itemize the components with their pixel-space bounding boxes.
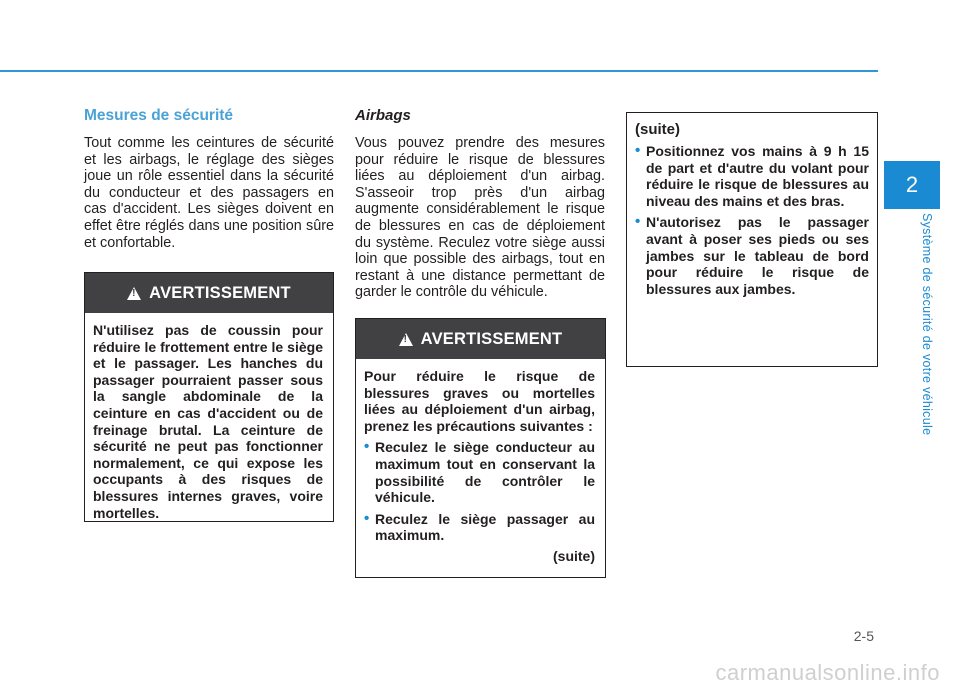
airbags-paragraph: Vous pouvez prendre des mesures pour réduire le risque de blessures liées au déploiement d'un airbag. S'asseoir trop près d'un airbag augmente considérablement le risque de blessures en cas de déploiement du système. Reculez votre siège aussi loin que possible des airbags, tout en restant à une distance permettant de garder le contrôle du véhicule.	[355, 135, 605, 301]
continued-label: (suite)	[553, 547, 595, 564]
warning-body	[635, 143, 869, 297]
warning-box-airbag	[355, 318, 606, 578]
chapter-title: Système de sécurité de votre véhicule	[920, 213, 934, 436]
watermark-text: carmanualsonline.info	[715, 660, 940, 685]
chapter-number: 2	[905, 172, 919, 197]
airbags-subheading: Airbags	[355, 107, 411, 124]
warning-bullet: • Reculez le siège passager au maximum.	[364, 511, 595, 544]
warning-box-cushion	[84, 272, 334, 522]
continued-title: (suite)	[635, 121, 680, 138]
warning-text: N'utilisez pas de coussin pour réduire le frottement entre le siège et le passager. Les hanches du passager pourraient passer sous la sangle abdominale de la ceinture en cas d'accident ou de freinage brutal. La ceinture de sécurité ne peut pas fonctionner normalement, ce qui expose les occupants à des risques de blessures internes graves, voire mortelles.	[93, 322, 323, 521]
column-safety-measures	[84, 107, 334, 251]
warning-bullet: • Positionnez vos mains à 9 h 15 de part et d'autre du volant pour réduire le risque de blessures au niveau des mains et des bras.	[635, 143, 869, 209]
warning-body	[356, 359, 605, 573]
header-rule	[0, 70, 878, 72]
warning-triangle-icon	[399, 333, 413, 346]
section-title: Mesures de sécurité	[84, 107, 234, 124]
warning-triangle-icon	[127, 287, 141, 300]
warning-bullet: • N'autorisez pas le passager avant à poser ses pieds ou ses jambes sur le tableau de bord pour réduire le risque de blessures aux jambes.	[635, 214, 869, 297]
warning-label: AVERTISSEMENT	[149, 283, 291, 302]
warning-continued-box	[626, 112, 878, 367]
chapter-tab[interactable]	[884, 161, 940, 209]
warning-header	[356, 319, 605, 359]
safety-paragraph: Tout comme les ceintures de sécurité et les airbags, le réglage des sièges joue un rôle essentiel dans la sécurité du conducteur et des passagers en cas d'accident. Les sièges doivent en effet être réglés dans une position sûre et confortable.	[84, 135, 334, 251]
warning-intro: Pour réduire le risque de blessures graves ou mortelles liées au déploiement d'un airbag, prenez les précautions suivantes :	[364, 368, 595, 434]
page-number: 2-5	[853, 628, 874, 644]
warning-header	[85, 273, 333, 313]
warning-bullet: • Reculez le siège conducteur au maximum tout en conservant la possibilité de contrôler le véhicule.	[364, 439, 595, 505]
warning-label: AVERTISSEMENT	[420, 329, 563, 348]
column-airbags	[355, 107, 605, 301]
